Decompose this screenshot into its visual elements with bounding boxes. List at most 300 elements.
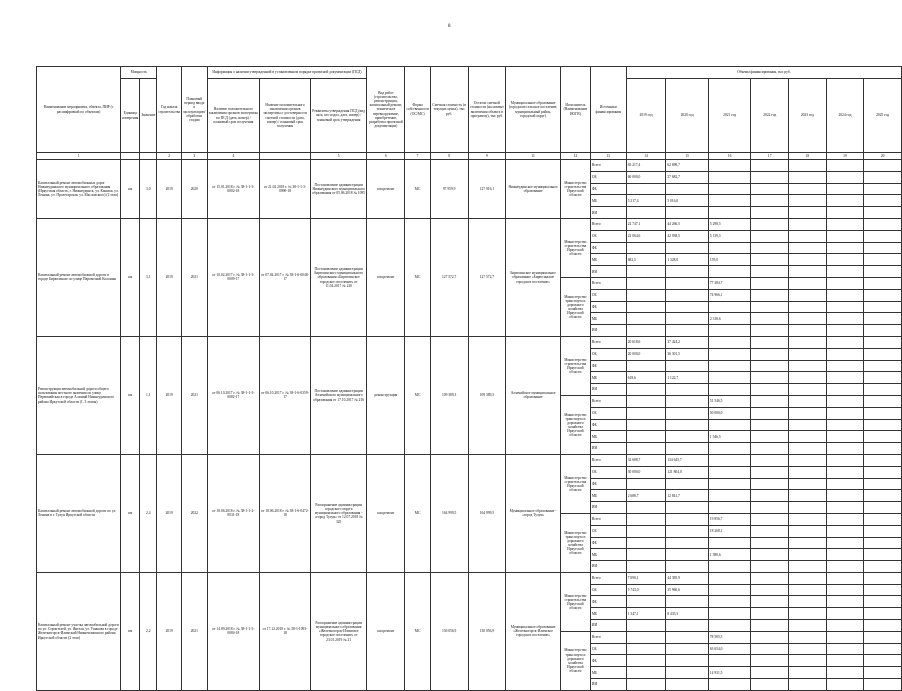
funding-value: 20 000,0 — [626, 348, 666, 360]
funding-value — [751, 372, 789, 384]
funding-value: 5 743,0 — [626, 584, 666, 596]
funding-value — [864, 254, 902, 266]
funding-value — [864, 407, 902, 419]
funding-value — [826, 608, 864, 620]
funding-source: Всего — [590, 336, 626, 348]
header-ownership: Форма собственности (ОС/МС) — [405, 67, 430, 153]
column-number — [121, 153, 140, 160]
funding-value — [826, 266, 864, 278]
object-remainder: 130 056,9 — [468, 572, 506, 690]
funding-value — [751, 313, 789, 325]
funding-value — [789, 490, 827, 502]
funding-value — [751, 608, 789, 620]
object-municipality: Алзамайское муниципальное образование — [506, 336, 561, 454]
funding-value: 12 841,7 — [666, 490, 709, 502]
funding-value — [708, 679, 751, 691]
funding-value — [864, 490, 902, 502]
header-value: Значение — [140, 79, 157, 153]
funding-value — [789, 631, 827, 643]
funding-value: 32 688,7 — [626, 454, 666, 466]
funding-value — [626, 478, 666, 490]
object-work-type: реконструкция — [367, 336, 405, 454]
funding-value — [751, 643, 789, 655]
funding-source: Всего — [590, 513, 626, 525]
funding-value — [789, 289, 827, 301]
object-municipality: Муниципальное образование - «город Тулун» — [506, 454, 561, 572]
funding-value: 19 856,7 — [708, 513, 751, 525]
funding-value: 63 654,0 — [708, 643, 751, 655]
funding-value — [826, 679, 864, 691]
funding-value — [708, 478, 751, 490]
object-name: Капитальный ремонт участка автомобильной дороги по ул. Строителей, ул. Янгеля, ул. Ушакова в городе Железногорск-Илимский Нижнеилимского района Иркутской области (2 этап) — [37, 572, 121, 690]
funding-value: 62 698,7 — [666, 160, 709, 172]
funding-value — [826, 336, 864, 348]
column-number: 6 — [367, 153, 405, 160]
funding-value: 134 645,7 — [666, 454, 709, 466]
funding-value — [864, 537, 902, 549]
funding-source: Всего — [590, 454, 626, 466]
object-estimate: 109 389,3 — [430, 336, 468, 454]
executor-name: Министерство транспорта и дорожного хозяйства Иркутской области — [560, 395, 590, 454]
funding-value — [864, 549, 902, 561]
object-requisites: Постановление администрации Алзамайского муниципального образования от 17.10.2017 № 216 — [310, 336, 367, 454]
object-plan-year: 2021 — [182, 218, 208, 336]
funding-value — [666, 183, 709, 195]
funding-value — [708, 572, 751, 584]
funding-value — [789, 407, 827, 419]
object-estimate: 97 959,9 — [430, 160, 468, 219]
funding-value — [826, 631, 864, 643]
funding-value — [666, 513, 709, 525]
funding-source: Всего — [590, 160, 626, 172]
funding-value — [864, 679, 902, 691]
program-table — [36, 66, 902, 691]
object-estimate: 164 999,5 — [430, 454, 468, 572]
funding-value — [708, 183, 751, 195]
funding-value — [708, 454, 751, 466]
funding-value — [626, 679, 666, 691]
funding-value — [826, 313, 864, 325]
object-plan-year: 2021 — [182, 336, 208, 454]
column-number: 17 — [751, 153, 789, 160]
funding-value — [708, 561, 751, 573]
object-start-year: 2019 — [157, 336, 182, 454]
column-number: 8 — [430, 153, 468, 160]
funding-value — [864, 608, 902, 620]
funding-value — [708, 384, 751, 396]
funding-value — [864, 502, 902, 514]
header-year: 2025 год — [864, 79, 902, 153]
object-start-year: 2019 — [157, 218, 182, 336]
object-name: Капитальный ремонт автомобильной дороги по ул. Ленина в г. Тулун Иркутской области — [37, 454, 121, 572]
funding-value — [789, 478, 827, 490]
funding-value — [826, 620, 864, 632]
funding-value — [789, 561, 827, 573]
header-estimate: Сметная стоимость (в текущих ценах), тыс руб. — [430, 67, 468, 153]
funding-value — [789, 254, 827, 266]
funding-value — [864, 525, 902, 537]
funding-value: 1 347,1 — [626, 608, 666, 620]
header-conclusion-psd: Наличие положительного заключения органов экспертизы по ПСД (дата, номер) / плановый срок получения — [207, 79, 260, 153]
funding-value — [666, 631, 709, 643]
funding-value — [826, 207, 864, 219]
funding-value — [864, 655, 902, 667]
funding-value — [864, 419, 902, 431]
funding-value — [789, 277, 827, 289]
funding-value — [826, 160, 864, 172]
funding-value: 1 588,6 — [708, 549, 751, 561]
object-psd-conclusion: от 15.01.2018 г. № 38-1-1-3-0002-18 — [207, 160, 260, 219]
column-number: 14 — [626, 153, 666, 160]
funding-value — [789, 242, 827, 254]
column-number: 20 — [864, 153, 902, 160]
funding-value — [789, 608, 827, 620]
object-psd-conclusion: от 10.02.2017 г. № 38-1-1-3-0009-17 — [207, 218, 260, 336]
object-name: Капитальный ремонт автомобильных дорог Нижнеудинского муниципального образования (Иркутская область, г. Нижнеудинск, ул. Кашика, ул. Ленина, ул. Пролетарская, ул. Масловского) (2 этап) — [37, 160, 121, 219]
header-sources: Источники финансирования — [590, 67, 626, 153]
funding-value — [789, 525, 827, 537]
funding-value — [864, 620, 902, 632]
funding-value — [751, 513, 789, 525]
column-number: 12 — [560, 153, 590, 160]
funding-value: 5 016,0 — [666, 195, 709, 207]
funding-value — [826, 561, 864, 573]
funding-value — [864, 207, 902, 219]
funding-value — [708, 490, 751, 502]
funding-value: 74 966,1 — [708, 289, 751, 301]
funding-value: 2 688,7 — [626, 490, 666, 502]
funding-source: ОБ — [590, 525, 626, 537]
funding-value — [708, 596, 751, 608]
object-cost-conclusion: от 17.12.2018 г. № 38-1-1093-18 — [260, 572, 311, 690]
object-value: 3,1 — [140, 218, 157, 336]
funding-value — [864, 313, 902, 325]
funding-value — [864, 395, 902, 407]
object-work-type: кап.ремонт — [367, 572, 405, 690]
object-name: Реконструкция автомобильной дороги общего пользования местного значения по улице Первомайская в городе Алзамай Нижнеудинского района Иркутской области (1, 3 этапы) — [37, 336, 121, 454]
funding-source: МБ — [590, 431, 626, 443]
funding-value — [751, 631, 789, 643]
table-row — [37, 572, 902, 584]
funding-value — [708, 336, 751, 348]
header-start-year: Год начала строительства — [157, 67, 182, 153]
header-requisites: Реквизиты утверждения ПСД (вид акта, кто издал, дата, номер) / плановый срок утверждения — [310, 79, 367, 153]
funding-value — [666, 325, 709, 337]
funding-value — [826, 584, 864, 596]
funding-value — [751, 183, 789, 195]
funding-value — [751, 454, 789, 466]
header-power: Мощность — [121, 67, 157, 79]
table-row — [37, 218, 902, 230]
header-volumes: Объемы финансирования, тыс руб. — [626, 67, 901, 79]
funding-value — [666, 502, 709, 514]
object-name: Капитальный ремонт автомобильной дороги в городе Бирюсинске по улице Паровозной Колонны — [37, 218, 121, 336]
funding-value — [751, 490, 789, 502]
funding-value — [666, 207, 709, 219]
funding-value — [751, 160, 789, 172]
funding-value — [789, 419, 827, 431]
funding-value — [626, 289, 666, 301]
funding-value — [708, 266, 751, 278]
funding-value — [708, 242, 751, 254]
funding-value — [864, 466, 902, 478]
funding-value — [666, 537, 709, 549]
funding-value — [708, 207, 751, 219]
object-ownership: МС — [405, 218, 430, 336]
funding-value — [789, 348, 827, 360]
column-number: 2 — [157, 153, 182, 160]
object-ownership: МС — [405, 454, 430, 572]
funding-value — [789, 336, 827, 348]
object-value: 3,0 — [140, 160, 157, 219]
funding-value — [864, 183, 902, 195]
funding-value — [708, 160, 751, 172]
funding-value — [751, 395, 789, 407]
funding-value — [789, 584, 827, 596]
funding-value — [751, 561, 789, 573]
funding-value — [826, 384, 864, 396]
funding-value — [751, 431, 789, 443]
funding-value — [864, 160, 902, 172]
funding-value — [708, 537, 751, 549]
funding-source: ФБ — [590, 537, 626, 549]
funding-value: 42 938,5 — [666, 230, 709, 242]
funding-value — [751, 679, 789, 691]
table-row — [37, 336, 902, 348]
funding-value — [666, 360, 709, 372]
funding-value — [751, 230, 789, 242]
funding-source: ОБ — [590, 230, 626, 242]
funding-value — [626, 431, 666, 443]
funding-value — [864, 277, 902, 289]
funding-value — [864, 218, 902, 230]
funding-value — [751, 289, 789, 301]
funding-value — [864, 348, 902, 360]
funding-value — [864, 171, 902, 183]
column-numbers-row — [37, 153, 902, 160]
funding-value — [789, 183, 827, 195]
executor-name: Министерство транспорта и дорожного хозяйства Иркутской области — [560, 277, 590, 336]
header-year: 2022 год — [751, 79, 789, 153]
funding-source: ОБ — [590, 643, 626, 655]
funding-value — [751, 620, 789, 632]
funding-value — [826, 195, 864, 207]
header-name: Наименование мероприятия, объекта, ПИР (с расшифровкой по объектам) — [37, 67, 121, 153]
funding-value — [626, 655, 666, 667]
funding-value — [826, 643, 864, 655]
funding-value — [864, 596, 902, 608]
funding-value — [864, 643, 902, 655]
funding-value: 51 546,5 — [708, 395, 751, 407]
funding-value: 22 747,1 — [626, 218, 666, 230]
funding-value — [626, 242, 666, 254]
funding-value — [864, 360, 902, 372]
funding-value — [789, 384, 827, 396]
funding-value — [826, 655, 864, 667]
column-number: 18 — [789, 153, 827, 160]
funding-source: ФБ — [590, 419, 626, 431]
object-value: 2,2 — [140, 572, 157, 690]
funding-value — [666, 266, 709, 278]
funding-value — [789, 513, 827, 525]
funding-value — [751, 525, 789, 537]
funding-value — [751, 277, 789, 289]
funding-value — [751, 572, 789, 584]
column-number: 16 — [708, 153, 751, 160]
funding-source: Всего — [590, 395, 626, 407]
funding-value: 77 284,7 — [708, 277, 751, 289]
funding-value: 14 931,5 — [708, 667, 751, 679]
funding-value — [708, 348, 751, 360]
funding-value — [626, 443, 666, 455]
funding-value — [626, 596, 666, 608]
funding-value: 682,5 — [626, 254, 666, 266]
object-unit: км — [121, 572, 140, 690]
column-number — [140, 153, 157, 160]
funding-value — [864, 230, 902, 242]
funding-value — [826, 502, 864, 514]
funding-value — [789, 360, 827, 372]
funding-value — [789, 537, 827, 549]
funding-value — [826, 171, 864, 183]
funding-value: 44 395,9 — [666, 572, 709, 584]
table-row — [37, 454, 902, 466]
funding-value — [708, 372, 751, 384]
executor-name: Министерство строительства Иркутской области — [560, 160, 590, 219]
funding-value — [826, 454, 864, 466]
executor-name: Министерство строительства Иркутской области — [560, 454, 590, 513]
executor-name: Министерство транспорта и дорожного хозяйства Иркутской области — [560, 513, 590, 572]
funding-value — [789, 230, 827, 242]
column-number: 5 — [310, 153, 367, 160]
funding-value — [751, 218, 789, 230]
funding-source: ФБ — [590, 478, 626, 490]
funding-value — [666, 384, 709, 396]
object-plan-year: 2020 — [182, 160, 208, 219]
funding-value: 121 804,0 — [666, 466, 709, 478]
funding-value — [751, 655, 789, 667]
funding-value — [626, 620, 666, 632]
object-start-year: 2019 — [157, 454, 182, 572]
object-ownership: МС — [405, 160, 430, 219]
funding-value — [751, 549, 789, 561]
funding-value — [789, 620, 827, 632]
funding-source: ФБ — [590, 596, 626, 608]
header-year: 2020 год — [666, 79, 709, 153]
header-conclusion-cost: Наличие положительного заключения органов экспертизы о достоверности сметной стоимости (дата, номер) / плановый срок получения — [260, 79, 311, 153]
object-unit: км — [121, 454, 140, 572]
funding-source: МБ — [590, 195, 626, 207]
funding-value — [864, 584, 902, 596]
funding-source: ОБ — [590, 584, 626, 596]
header-work-type: Вид работ (строительство, реконструкция, капитальный ремонт, техническое перевооружение, приобретение, разработка проектной документации) — [367, 67, 405, 153]
funding-value — [626, 301, 666, 313]
header-info: Информация о наличии утвержденной в установленном порядке проектной документации (ПСД) — [207, 67, 367, 79]
funding-value — [826, 443, 864, 455]
funding-value — [626, 360, 666, 372]
funding-value — [626, 266, 666, 278]
funding-value — [626, 561, 666, 573]
funding-source: МБ — [590, 313, 626, 325]
funding-value — [826, 230, 864, 242]
funding-value — [826, 431, 864, 443]
executor-name: Министерство строительства Иркутской области — [560, 336, 590, 395]
funding-value — [751, 407, 789, 419]
funding-value — [666, 478, 709, 490]
funding-value: 22 064,6 — [626, 230, 666, 242]
funding-value: 60 000,0 — [626, 171, 666, 183]
funding-value — [626, 513, 666, 525]
funding-value: 36 301,5 — [666, 348, 709, 360]
object-requisites: Распоряжение администрации муниципального образования «Железногорск-Илимское городское поселение» от 23.01.2019 № 21 — [310, 572, 367, 690]
funding-value — [666, 242, 709, 254]
funding-value — [826, 525, 864, 537]
funding-value — [626, 407, 666, 419]
funding-source: ОБ — [590, 171, 626, 183]
funding-value — [708, 325, 751, 337]
funding-value — [864, 336, 902, 348]
funding-value — [826, 513, 864, 525]
funding-value: 618,6 — [626, 372, 666, 384]
funding-value — [626, 667, 666, 679]
funding-value — [751, 419, 789, 431]
funding-value: 159,0 — [708, 254, 751, 266]
funding-value — [864, 667, 902, 679]
funding-value — [666, 277, 709, 289]
funding-value — [666, 289, 709, 301]
header-year: 2023 год — [789, 79, 827, 153]
funding-value — [864, 195, 902, 207]
funding-source: ОБ — [590, 289, 626, 301]
funding-value — [864, 631, 902, 643]
header-year: 2019 год — [626, 79, 666, 153]
object-municipality: Бирюсинское муниципальное образование «Бирюсинское городское поселение» — [506, 218, 561, 336]
funding-value — [666, 561, 709, 573]
funding-value — [708, 655, 751, 667]
funding-source: МБ — [590, 490, 626, 502]
funding-value — [826, 372, 864, 384]
funding-value — [751, 667, 789, 679]
funding-value — [826, 360, 864, 372]
object-remainder: 164 999,5 — [468, 454, 506, 572]
funding-value — [708, 195, 751, 207]
funding-value — [826, 419, 864, 431]
funding-value — [789, 266, 827, 278]
object-plan-year: 2022 — [182, 454, 208, 572]
funding-value — [789, 325, 827, 337]
funding-value — [826, 348, 864, 360]
funding-value — [626, 537, 666, 549]
funding-value — [826, 289, 864, 301]
funding-value — [789, 395, 827, 407]
funding-value — [751, 301, 789, 313]
header-remainder: Остаток сметной стоимости (на момент включения объекта в программу), тыс руб. — [468, 67, 506, 153]
funding-value: 35 960,6 — [666, 584, 709, 596]
object-cost-conclusion: от 21.02.2018 г. № 38-1-1-3-0090-18 — [260, 160, 311, 219]
funding-value — [789, 195, 827, 207]
funding-source: МБ — [590, 254, 626, 266]
funding-value — [789, 160, 827, 172]
funding-value: 37 424,2 — [666, 336, 709, 348]
funding-value — [826, 667, 864, 679]
funding-source: Всего — [590, 631, 626, 643]
funding-source: МБ — [590, 608, 626, 620]
funding-value — [666, 395, 709, 407]
funding-value — [751, 584, 789, 596]
column-number: 13 — [590, 153, 626, 160]
object-remainder: 127 572,7 — [468, 218, 506, 336]
object-ownership: МС — [405, 336, 430, 454]
